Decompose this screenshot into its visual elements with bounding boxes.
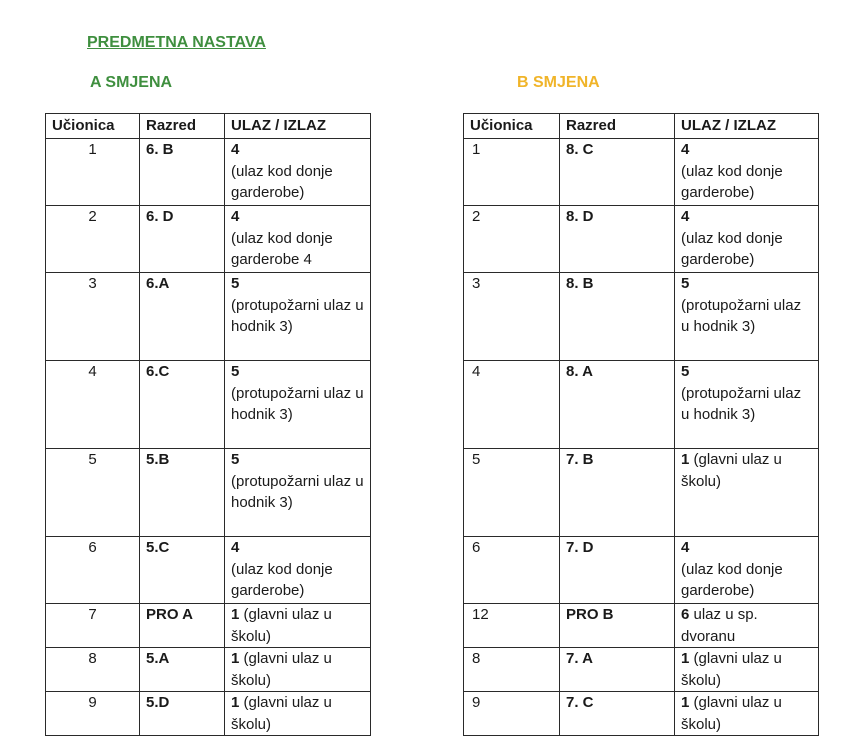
entrance-cell [225,604,371,648]
header-classroom: Učionica [46,114,140,139]
classroom-cell: 8 [46,648,140,692]
classroom-cell: 6 [464,537,560,604]
entrance-description: (glavni ulaz u školu) [231,650,332,689]
class-cell: 8. C [560,139,675,206]
classroom-cell: 1 [46,139,140,206]
entrance-number: 4 [681,141,690,158]
classroom-cell: 9 [46,692,140,736]
entrance-description: (glavni ulaz u školu) [681,694,782,733]
table-row [46,206,371,273]
table-row [464,206,819,273]
entrance-description: ulaz u sp. dvoranu [681,606,758,645]
class-cell: 5.A [140,648,225,692]
classroom-cell: 2 [46,206,140,273]
entrance-cell [225,537,371,604]
entrance-number: 5 [231,363,240,380]
table-row [464,604,819,648]
classroom-cell: 9 [464,692,560,736]
entrance-number: 6 [681,606,690,623]
classroom-cell: 4 [46,361,140,449]
table-row [46,604,371,648]
entrance-description: (glavni ulaz u školu) [681,451,782,490]
entrance-description: (ulaz kod donje garderobe) [231,560,333,599]
table-row [464,273,819,361]
classroom-cell: 6 [46,537,140,604]
table-header-row [464,114,819,139]
table-row [464,361,819,449]
entrance-description: (ulaz kod donje garderobe 4 [231,229,333,268]
table-row [46,449,371,537]
classroom-cell: 2 [464,206,560,273]
header-class: Razred [140,114,225,139]
shift-b-table [463,113,819,736]
entrance-cell [225,648,371,692]
entrance-number: 4 [681,539,690,556]
table-row [464,449,819,537]
entrance-description: (ulaz kod donje garderobe) [231,162,333,201]
classroom-cell: 1 [464,139,560,206]
entrance-cell [675,139,819,206]
class-cell: 5.B [140,449,225,537]
entrance-number: 1 [231,694,240,711]
class-cell: 5.C [140,537,225,604]
classroom-cell: 8 [464,648,560,692]
entrance-number: 1 [681,694,690,711]
entrance-description: (ulaz kod donje garderobe) [681,162,783,201]
entrance-cell [675,449,819,537]
entrance-description: (protupožarni ulaz u hodnik 3) [681,384,802,423]
entrance-number: 5 [231,451,240,468]
table-row [464,537,819,604]
table-row [464,648,819,692]
entrance-number: 4 [231,208,240,225]
entrance-number: 1 [231,650,240,667]
shift-a-table [45,113,371,736]
page-title: PREDMETNA NASTAVA [87,34,266,51]
table-header-row [46,114,371,139]
entrance-description: (protupožarni ulaz u hodnik 3) [231,472,364,511]
entrance-cell [225,273,371,361]
class-cell: PRO B [560,604,675,648]
entrance-cell [225,361,371,449]
entrance-description: (protupožarni ulaz u hodnik 3) [231,384,364,423]
classroom-cell: 7 [46,604,140,648]
header-entrance-exit: ULAZ / IZLAZ [675,114,819,139]
entrance-cell [675,361,819,449]
class-cell: 7. C [560,692,675,736]
table-row [464,139,819,206]
entrance-cell [675,206,819,273]
classroom-cell: 5 [464,449,560,537]
class-cell: 8. B [560,273,675,361]
entrance-cell [225,139,371,206]
entrance-cell [225,449,371,537]
classroom-cell: 4 [464,361,560,449]
class-cell: 7. B [560,449,675,537]
entrance-cell [675,273,819,361]
table-row [464,692,819,736]
classroom-cell: 5 [46,449,140,537]
table-row [46,139,371,206]
entrance-description: (glavni ulaz u školu) [681,650,782,689]
entrance-number: 4 [231,141,240,158]
table-row [46,692,371,736]
table-row [46,273,371,361]
class-cell: 6. B [140,139,225,206]
header-class: Razred [560,114,675,139]
entrance-number: 5 [681,363,690,380]
classroom-cell: 12 [464,604,560,648]
entrance-cell [675,692,819,736]
entrance-description: (ulaz kod donje garderobe) [681,560,783,599]
entrance-description: (glavni ulaz u školu) [231,694,332,733]
entrance-number: 4 [231,539,240,556]
entrance-description: (glavni ulaz u školu) [231,606,332,645]
entrance-number: 1 [681,451,690,468]
class-cell: 7. A [560,648,675,692]
shift-b-heading: B SMJENA [517,74,600,91]
class-cell: PRO A [140,604,225,648]
class-cell: 6. D [140,206,225,273]
class-cell: 6.A [140,273,225,361]
entrance-description: (protupožarni ulaz u hodnik 3) [231,296,364,335]
entrance-number: 1 [681,650,690,667]
entrance-cell [675,604,819,648]
class-cell: 8. D [560,206,675,273]
table-row [46,537,371,604]
table-row [46,648,371,692]
entrance-cell [225,206,371,273]
class-cell: 7. D [560,537,675,604]
entrance-cell [225,692,371,736]
entrance-number: 4 [681,208,690,225]
entrance-number: 5 [681,275,690,292]
entrance-number: 5 [231,275,240,292]
class-cell: 8. A [560,361,675,449]
entrance-number: 1 [231,606,240,623]
header-classroom: Učionica [464,114,560,139]
class-cell: 5.D [140,692,225,736]
class-cell: 6.C [140,361,225,449]
entrance-description: (ulaz kod donje garderobe) [681,229,783,268]
entrance-cell [675,648,819,692]
header-entrance-exit: ULAZ / IZLAZ [225,114,371,139]
table-row [46,361,371,449]
shift-a-heading: A SMJENA [90,74,173,91]
entrance-description: (protupožarni ulaz u hodnik 3) [681,296,802,335]
classroom-cell: 3 [46,273,140,361]
classroom-cell: 3 [464,273,560,361]
entrance-cell [675,537,819,604]
